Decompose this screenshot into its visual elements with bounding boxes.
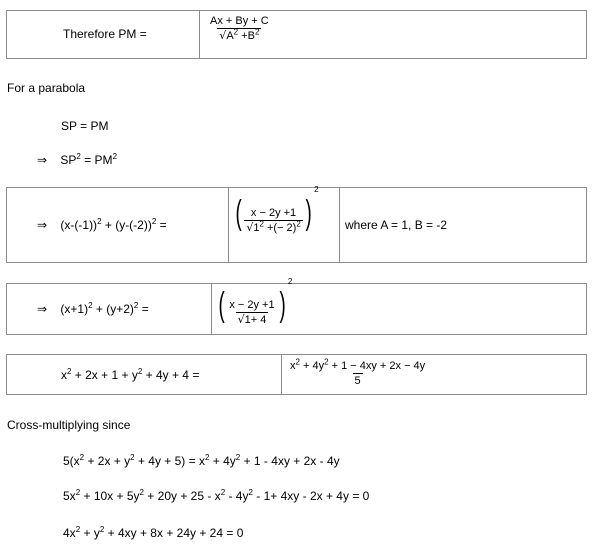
expanded-denominator: √1+ 4 — [237, 312, 267, 326]
pm-fraction — [208, 15, 271, 43]
simplified-fraction — [288, 357, 427, 388]
text-cross-multiplying: Cross-multiplying since — [7, 418, 131, 432]
text-sp-equals-pm: SP = PM — [61, 119, 109, 133]
distance-note-cell — [339, 188, 586, 262]
expanded-rhs-cell — [211, 277, 586, 334]
expanded-rhs: ( $\frac{x - 2y +1}{√1+ 4}$ )$^2$ — [218, 277, 293, 326]
left-paren-icon: ( — [235, 194, 242, 232]
pm-formula-cell — [199, 11, 586, 58]
equation-line-2: $5x^2 + 10x + 5y^2 + 20y + 25 - x^2 - 4y^2 - 1+ 4xy - 2x + 4y = 0$ — [63, 488, 370, 503]
distance-lhs-cell — [7, 188, 228, 262]
distance-equation-box — [6, 187, 587, 263]
distance-denominator: $√1^2$ +(− 2)$^2$ — [246, 219, 301, 234]
pm-numerator: Ax + By + C — [210, 15, 269, 27]
pm-label: Therefore PM = — [63, 27, 147, 41]
right-paren-icon: ) — [305, 194, 312, 232]
distance-fraction — [244, 207, 302, 235]
implies-icon: ⇒ — [37, 218, 48, 232]
expanded-equation-box — [6, 277, 587, 335]
distance-lhs: ⇒ $(x-(-1))^2 + (y-(-2))^2$ = — [37, 217, 167, 232]
expanded-lhs: ⇒ $(x+1)^2 + (y+2)^2$ = — [37, 301, 149, 316]
implies-icon: ⇒ — [37, 302, 48, 316]
pm-label-cell — [7, 11, 199, 58]
equation-line-1: $5(x^2 + 2x + y^2 + 4y + 5) = x^2 + 4y^2 + 1 - 4xy + 2x - 4y$ — [63, 453, 340, 468]
pm-formula-box — [6, 10, 587, 59]
expanded-fraction — [227, 299, 276, 327]
sqrt-icon: √ — [246, 220, 254, 234]
distance-rhs-cell — [228, 185, 339, 262]
simplified-equation-box — [6, 354, 587, 395]
where-a-b-note: where A = 1, B = -2 — [345, 218, 448, 232]
text-sp2-equals-pm2: ⇒ $SP^2 = PM^2$ — [37, 152, 118, 167]
text-for-a-parabola: For a parabola — [7, 81, 86, 95]
distance-numerator: x − 2y +1 — [250, 206, 297, 219]
equation-line-3: $4x^2 + y^2 + 4xy + 8x + 24y + 24 = 0$ — [63, 525, 244, 540]
sqrt-icon: √ — [237, 312, 245, 326]
left-paren-icon: ( — [218, 286, 225, 324]
simplified-lhs: $x^2 + 2x + 1 + y^2 + 4y + 4$ = — [61, 367, 200, 382]
implies-icon: ⇒ — [37, 153, 48, 167]
simplified-lhs-cell — [7, 355, 281, 394]
simplified-rhs-cell — [281, 355, 586, 394]
sqrt-icon: √ — [219, 29, 227, 42]
expanded-numerator: x − 2y +1 — [229, 298, 275, 311]
right-paren-icon: ) — [279, 286, 286, 324]
pm-denominator: $√A^2 +B^2$ — [219, 27, 260, 42]
simplified-denominator: 5 — [354, 375, 361, 387]
distance-rhs: ( $\frac{x - 2y +1}{√1^2 +(- 2)^2}$ )$^2$ — [235, 185, 319, 234]
simplified-numerator: $x^2 + 4y^2 + 1 - 4xy + 2x - 4y$ — [290, 357, 426, 372]
expanded-lhs-cell — [7, 284, 211, 334]
